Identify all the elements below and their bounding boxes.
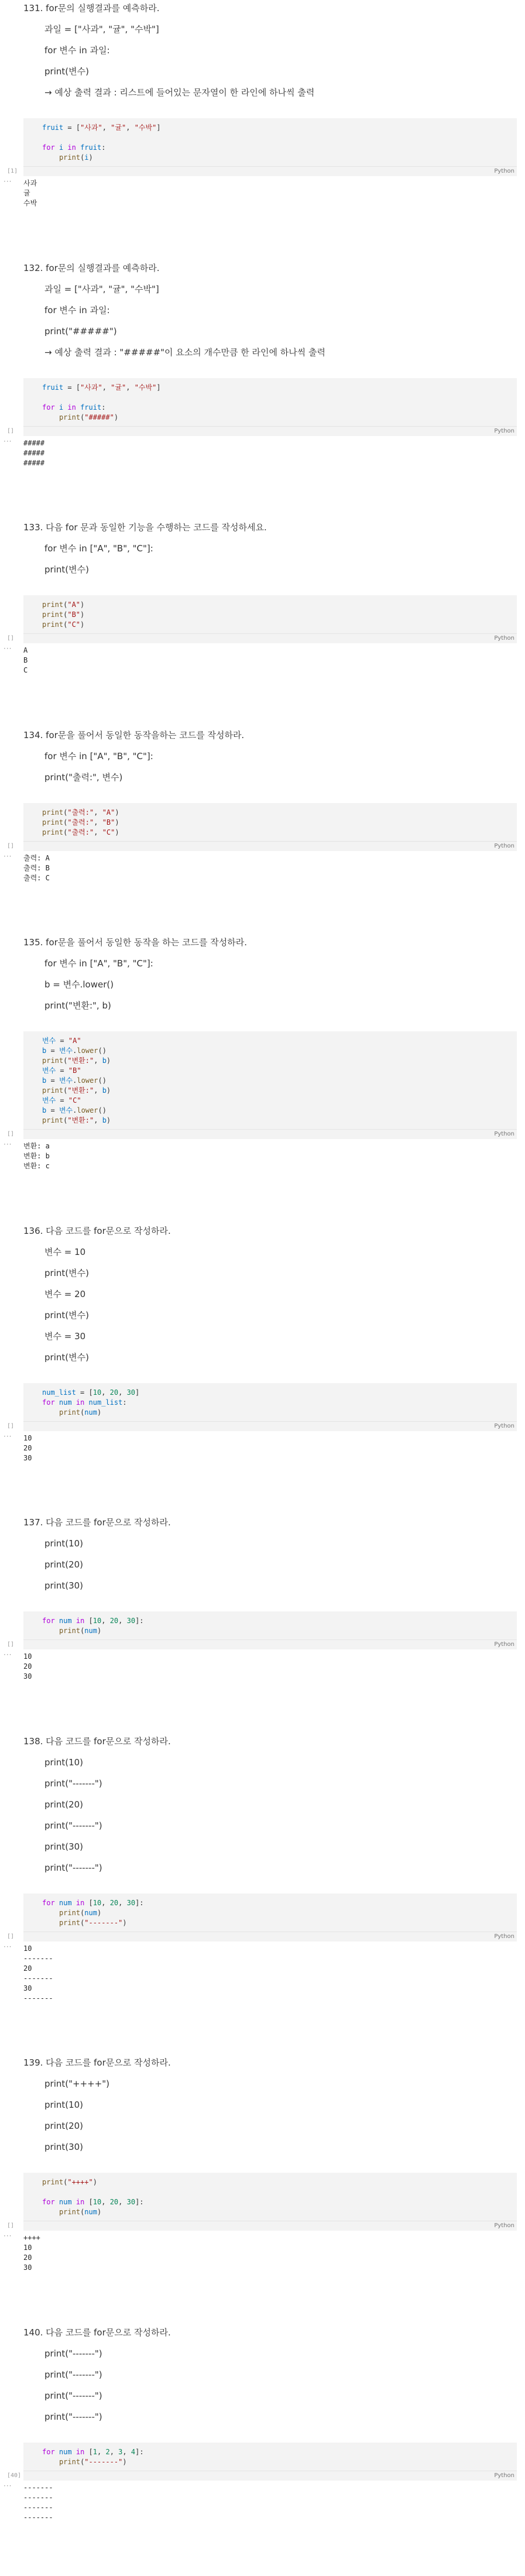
- cell-footer: [7, 2471, 517, 2481]
- language-label[interactable]: Python: [494, 168, 514, 174]
- output-text: 출력: A 출력: B 출력: C: [23, 853, 50, 882]
- question-section: [0, 1733, 525, 2055]
- cell-footer: [7, 166, 517, 176]
- question-line: print("-------"): [44, 2390, 102, 2401]
- question-line: for 변수 in 과일:: [44, 45, 110, 56]
- cell-output: [4, 1649, 517, 1682]
- question-line: print("출력:", 변수): [44, 771, 123, 783]
- question-title: 131. for문의 실행결과를 예측하라.: [23, 3, 160, 13]
- markdown-cell[interactable]: [0, 934, 525, 1011]
- language-label[interactable]: Python: [494, 1933, 514, 1940]
- code-text: print("A") print("B") print("C"): [42, 601, 85, 629]
- question-line: print(20): [44, 2121, 84, 2131]
- output-text: ##### ##### #####: [23, 438, 45, 467]
- execution-count: []: [7, 1131, 15, 1137]
- cell-output: [4, 2231, 517, 2273]
- markdown-cell[interactable]: [0, 727, 525, 783]
- output-more-icon[interactable]: ···: [4, 177, 12, 186]
- question-line: print(30): [44, 1580, 84, 1591]
- output-text: 10 20 30: [23, 1652, 32, 1680]
- output-text: ++++ 10 20 30: [23, 2234, 40, 2272]
- question-title: 139. 다음 코드를 for문으로 작성하라.: [23, 2057, 171, 2068]
- code-text: for num in [10, 20, 30]: print(num): [42, 1617, 144, 1635]
- cell-output: [4, 1942, 517, 2004]
- question-line: b = 변수.lower(): [44, 979, 114, 990]
- output-text: 10 ------- 20 ------- 30 -------: [23, 1944, 53, 2002]
- code-editor[interactable]: [23, 1383, 517, 1421]
- question-line: → 예상 출력 결과 : "#####"이 요소의 개수만큼 한 라인에 하나씩 출력: [44, 347, 325, 358]
- question-section: [0, 519, 525, 727]
- question-title: 133. 다음 for 문과 동일한 기능을 수행하는 코드를 작성하세요.: [23, 522, 267, 533]
- output-text: 변환: a 변환: b 변환: c: [23, 1142, 50, 1170]
- question-title: 135. for문을 풀어서 동일한 동작을 하는 코드를 작성하라.: [23, 937, 247, 948]
- question-line: for 변수 in ["A", "B", "C"]:: [44, 958, 153, 969]
- question-line: print("-------"): [44, 2348, 102, 2359]
- question-title: 137. 다음 코드를 for문으로 작성하라.: [23, 1517, 171, 1528]
- cell-output: [4, 436, 517, 468]
- question-line: print(20): [44, 1799, 84, 1810]
- output-text: 10 20 30: [23, 1433, 32, 1462]
- question-section: [0, 260, 525, 520]
- question-line: print(변수): [44, 1309, 89, 1320]
- question-line: print("++++"): [44, 2078, 110, 2089]
- language-label[interactable]: Python: [494, 1422, 514, 1429]
- language-label[interactable]: Python: [494, 1641, 514, 1648]
- question-line: print("-------"): [44, 1778, 102, 1789]
- execution-count: []: [7, 1422, 15, 1429]
- question-line: print(변수): [44, 1352, 89, 1363]
- question-section: [0, 727, 525, 935]
- code-cell[interactable]: [7, 1383, 517, 1431]
- cell-footer: [7, 1421, 517, 1431]
- code-cell[interactable]: [7, 118, 517, 176]
- markdown-cell[interactable]: [0, 1223, 525, 1363]
- execution-count: []: [7, 1933, 15, 1940]
- cell-footer: [7, 841, 517, 851]
- execution-count: []: [7, 842, 15, 849]
- code-text: fruit = ["사과", "귤", "수박"] for i in fruit: print("#####"): [42, 383, 161, 421]
- execution-count: []: [7, 2222, 15, 2229]
- output-more-icon[interactable]: ···: [4, 2481, 12, 2490]
- code-editor[interactable]: [23, 2173, 517, 2221]
- cell-footer: [7, 426, 517, 436]
- question-line: 변수 = 30: [44, 1330, 86, 1342]
- code-text: 변수 = "A" b = 변수.lower() print("변환:", b) 변수 = "B" b = 변수.lower() print("변환:", b) 변수 = "C" b = 변수.lower() print("변환:", b): [42, 1037, 111, 1124]
- markdown-cell[interactable]: [0, 2324, 525, 2423]
- question-line: print(변수): [44, 1267, 89, 1278]
- markdown-cell[interactable]: [0, 519, 525, 575]
- language-label[interactable]: Python: [494, 842, 514, 849]
- output-more-icon[interactable]: ···: [4, 1140, 12, 1148]
- question-line: → 예상 출력 결과 : 리스트에 들어있는 문자열이 한 라인에 하나씩 출력: [44, 87, 315, 98]
- question-title: 138. 다음 코드를 for문으로 작성하라.: [23, 1735, 171, 1747]
- output-more-icon[interactable]: ···: [4, 852, 12, 860]
- question-line: for 변수 in 과일:: [44, 304, 110, 315]
- execution-count: []: [7, 427, 15, 434]
- markdown-cell[interactable]: [0, 1514, 525, 1591]
- code-editor[interactable]: [23, 2443, 517, 2471]
- code-cell[interactable]: [7, 803, 517, 851]
- language-label[interactable]: Python: [494, 427, 514, 434]
- language-label[interactable]: Python: [494, 1131, 514, 1137]
- language-label[interactable]: Python: [494, 2222, 514, 2229]
- question-line: 변수 = 10: [44, 1246, 86, 1257]
- language-label[interactable]: Python: [494, 635, 514, 642]
- output-more-icon[interactable]: ···: [4, 644, 12, 653]
- output-more-icon[interactable]: ···: [4, 437, 12, 445]
- question-line: print("-------"): [44, 1862, 102, 1873]
- code-editor[interactable]: [23, 378, 517, 426]
- question-line: print(30): [44, 1841, 84, 1852]
- code-cell[interactable]: [7, 378, 517, 436]
- code-editor[interactable]: [23, 595, 517, 633]
- question-line: print("#####"): [44, 325, 117, 337]
- question-line: 과일 = ["사과", "귤", "수박"]: [44, 283, 159, 294]
- code-text: for num in [10, 20, 30]: print(num) print("-------"): [42, 1898, 144, 1927]
- question-title: 134. for문을 풀어서 동일한 동작을하는 코드를 작성하라.: [23, 729, 245, 740]
- cell-output: [4, 643, 517, 675]
- execution-count: [1]: [7, 168, 18, 174]
- question-line: print("-------"): [44, 1820, 102, 1831]
- cell-footer: [7, 1932, 517, 1942]
- execution-count: []: [7, 1641, 15, 1648]
- question-line: 변수 = 20: [44, 1288, 86, 1299]
- cell-footer: [7, 633, 517, 643]
- question-line: print(20): [44, 1559, 84, 1570]
- code-text: fruit = ["사과", "귤", "수박"] for i in fruit: print(i): [42, 124, 161, 162]
- question-line: 과일 = ["사과", "귤", "수박"]: [44, 24, 159, 35]
- code-editor[interactable]: [23, 1894, 517, 1932]
- language-label[interactable]: Python: [494, 2472, 514, 2479]
- output-more-icon[interactable]: ···: [4, 2232, 12, 2240]
- cell-output: [4, 851, 517, 883]
- output-text: 사과 귤 수박: [23, 179, 37, 207]
- question-line: print(10): [44, 1538, 84, 1549]
- question-line: for 변수 in ["A", "B", "C"]:: [44, 750, 153, 762]
- cell-footer: [7, 1129, 517, 1139]
- code-text: print("출력:", "A") print("출력:", "B") print("출력:", "C"): [42, 808, 119, 836]
- output-more-icon[interactable]: ···: [4, 1942, 12, 1951]
- code-cell[interactable]: [7, 1031, 517, 1139]
- question-section: [0, 2324, 525, 2574]
- markdown-cell[interactable]: [0, 260, 525, 358]
- question-line: print("-------"): [44, 2369, 102, 2380]
- question-section: [0, 2054, 525, 2324]
- code-text: for num in [1, 2, 3, 4]: print("-------"): [42, 2447, 144, 2466]
- cell-footer: [7, 2221, 517, 2231]
- question-line: print(10): [44, 2100, 84, 2110]
- code-editor[interactable]: [23, 118, 517, 166]
- markdown-cell[interactable]: [0, 0, 525, 98]
- code-cell[interactable]: [7, 1611, 517, 1649]
- execution-count: []: [7, 635, 15, 642]
- code-cell[interactable]: [7, 1894, 517, 1942]
- code-cell[interactable]: [7, 2173, 517, 2231]
- question-section: [0, 934, 525, 1223]
- cell-output: [4, 1139, 517, 1171]
- code-text: num_list = [10, 20, 30] for num in num_list: print(num): [42, 1388, 140, 1416]
- code-editor[interactable]: [23, 1031, 517, 1129]
- question-line: print(10): [44, 1757, 84, 1768]
- code-cell[interactable]: [7, 595, 517, 643]
- execution-count: [40]: [7, 2472, 22, 2479]
- question-section: [0, 0, 525, 260]
- question-section: [0, 1223, 525, 1515]
- cell-output: [4, 2481, 517, 2523]
- code-editor[interactable]: [23, 803, 517, 841]
- output-more-icon[interactable]: ···: [4, 1651, 12, 1659]
- cell-footer: [7, 1639, 517, 1649]
- markdown-cell[interactable]: [0, 2054, 525, 2153]
- output-text: A B C: [23, 646, 28, 674]
- code-text: print("++++") for num in [10, 20, 30]: print(num): [42, 2178, 144, 2216]
- question-title: 132. for문의 실행결과를 예측하라.: [23, 262, 160, 273]
- question-title: 136. 다음 코드를 for문으로 작성하라.: [23, 1225, 171, 1236]
- question-line: for 변수 in ["A", "B", "C"]:: [44, 543, 153, 554]
- output-more-icon[interactable]: ···: [4, 1432, 12, 1440]
- question-line: print(30): [44, 2142, 84, 2152]
- code-editor[interactable]: [23, 1611, 517, 1639]
- markdown-cell[interactable]: [0, 1733, 525, 1874]
- question-line: print(변수): [44, 66, 89, 77]
- code-cell[interactable]: [7, 2443, 517, 2481]
- cell-output: [4, 1431, 517, 1463]
- question-line: print("변환:", b): [44, 1000, 111, 1011]
- question-line: print(변수): [44, 564, 89, 575]
- output-text: ------- ------- ------- -------: [23, 2483, 53, 2522]
- question-line: print("-------"): [44, 2411, 102, 2422]
- question-section: [0, 1514, 525, 1733]
- cell-output: [4, 176, 517, 208]
- question-title: 140. 다음 코드를 for문으로 작성하라.: [23, 2327, 171, 2338]
